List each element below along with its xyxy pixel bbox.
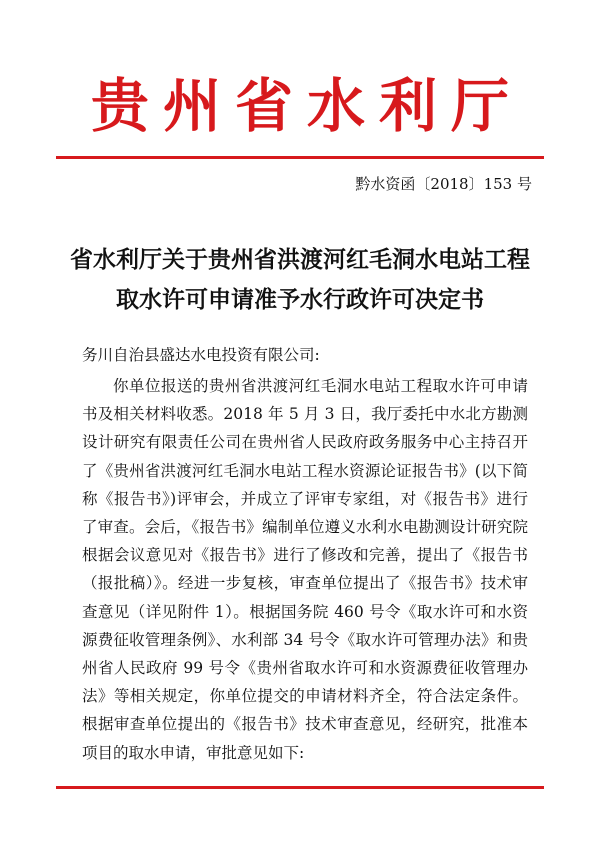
letterhead-red-rule: [56, 156, 544, 159]
footer-red-rule: [56, 786, 544, 789]
body-paragraph: 你单位报送的贵州省洪渡河红毛洞水电站工程取水许可申请书及相关材料收悉。2018 年 5 月 3 日，我厅委托中水北方勘测设计研究有限责任公司在贵州省人民政府政务服务中心主持召开了《贵州省洪渡河红毛洞水电站工程水资源论证报告书》(以下简称《报告书》)评审会，并成立了评审专家组，对《报告书》进行了审查。会后，《报告书》编制单位遵义水利水电勘测设计研究院根据会议意见对《报告书》进行了修改和完善，提出了《报告书（报批稿）》。经进一步复核，审查单位提出了《报告书》技术审查意见（详见附件 1）。根据国务院 460 号令《取水许可和水资源费征收管理条例》、水利部 34 号令《取水许可管理办法》和贵州省人民政府 99 号令《贵州省取水许可和水资源费征收管理办法》等相关规定，你单位提交的申请材料齐全，符合法定条件。根据审查单位提出的《报告书》技术审查意见，经研究，批准本项目的取水申请，审批意见如下:: [82, 377, 528, 762]
document-title-line-2: 取水许可申请准予水行政许可决定书: [116, 286, 484, 313]
letterhead-title: 贵州省水利厅: [90, 72, 523, 140]
document-number: 黔水资函〔2018〕153 号: [355, 175, 532, 193]
document-title-line-1: 省水利厅关于贵州省洪渡河红毛洞水电站工程: [70, 246, 530, 273]
document-title: [0, 240, 600, 320]
recipient-line: 务川自治县盛达水电投资有限公司:: [82, 346, 320, 364]
